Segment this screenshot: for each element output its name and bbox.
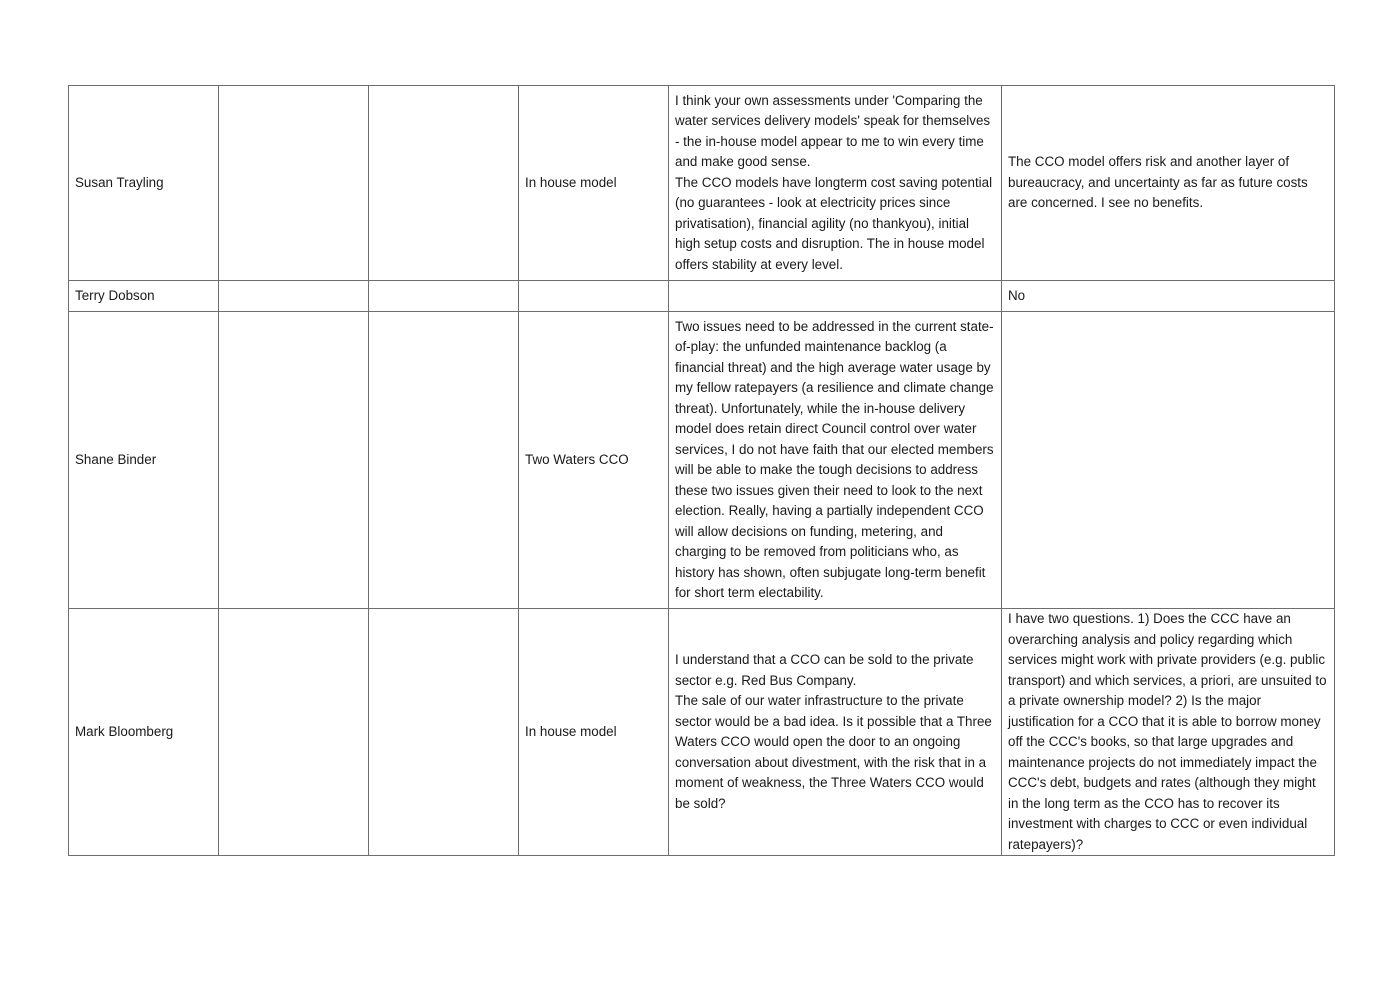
table-row: [69, 86, 1335, 281]
preferred-model-cell: [519, 281, 669, 312]
comment-cell: [669, 609, 1002, 856]
empty-cell: [219, 312, 369, 609]
table-row: [69, 609, 1335, 856]
other-comment-text: I have two questions. 1) Does the CCC have an overarching analysis and policy regarding which services might work with private providers (e.g. public transport) and which services, a priori, are unsuited to a private ownership model? 2) Is the major justification for a CCO that it is able to borrow money off the CCC's books, so that large upgrades and maintenance projects do not immediately impact the CCC's debt, budgets and rates (although they might in the long term as the CCO has to recover its investment with charges to CCC or even individual ratepayers)?: [1008, 611, 1327, 852]
submitter-name-cell: [69, 86, 219, 281]
empty-cell: [369, 86, 519, 281]
submitter-name-cell: [69, 281, 219, 312]
comment-text: I understand that a CCO can be sold to the private sector e.g. Red Bus Company. The sale of our water infrastructure to the private sector would be a bad idea. Is it possible that a Three Waters CCO would open the door to an ongoing conversation about divestment, with the risk that in a moment of weakness, the Three Waters CCO would be sold?: [675, 652, 992, 811]
comment-cell: [669, 281, 1002, 312]
submitter-name-cell: [69, 609, 219, 856]
empty-cell: [369, 281, 519, 312]
preferred-model: Two Waters CCO: [525, 451, 629, 467]
empty-cell: [369, 609, 519, 856]
preferred-model: In house model: [525, 723, 617, 739]
table-row: [69, 281, 1335, 312]
other-comment-text: No: [1008, 287, 1026, 303]
empty-cell: [219, 609, 369, 856]
other-comment-cell: [1002, 609, 1335, 856]
submitter-name: Shane Binder: [75, 451, 157, 467]
submitter-name: Mark Bloomberg: [75, 723, 174, 739]
submissions-table: [68, 85, 1335, 856]
comment-text: Two issues need to be addressed in the current state-of-play: the unfunded maintenance backlog (a financial threat) and the high average water usage by my fellow ratepayers (a resilience and climate change threat). Unfortunately, while the in-house delivery model does retain direct Council control over water services, I do not have faith that our elected members will be able to make the tough decisions to address these two issues given their need to look to the next election. Really, having a partially independent CCO will allow decisions on funding, metering, and charging to be removed from politicians who, as history has shown, often subjugate long-term benefit for short term electability.: [675, 318, 994, 600]
empty-cell: [219, 86, 369, 281]
other-comment-cell: [1002, 86, 1335, 281]
submitter-name-cell: [69, 312, 219, 609]
preferred-model: In house model: [525, 174, 617, 190]
other-comment-cell: [1002, 281, 1335, 312]
preferred-model-cell: [519, 312, 669, 609]
comment-text: I think your own assessments under 'Comparing the water services delivery models' speak for themselves - the in-house model appear to me to win every time and make good sense. The CCO models have longterm cost saving potential (no guarantees - look at electricity prices since privatisation), financial agility (no thankyou), initial high setup costs and disruption. The in house model offers stability at every level.: [675, 92, 993, 272]
empty-cell: [219, 281, 369, 312]
submitter-name: Susan Trayling: [75, 174, 164, 190]
table-row: [69, 312, 1335, 609]
preferred-model-cell: [519, 609, 669, 856]
other-comment-text: The CCO model offers risk and another layer of bureaucracy, and uncertainty as far as future costs are concerned. I see no benefits.: [1008, 154, 1308, 211]
comment-cell: [669, 312, 1002, 609]
preferred-model-cell: [519, 86, 669, 281]
submitter-name: Terry Dobson: [75, 287, 155, 303]
other-comment-cell: [1002, 312, 1335, 609]
comment-cell: [669, 86, 1002, 281]
empty-cell: [369, 312, 519, 609]
